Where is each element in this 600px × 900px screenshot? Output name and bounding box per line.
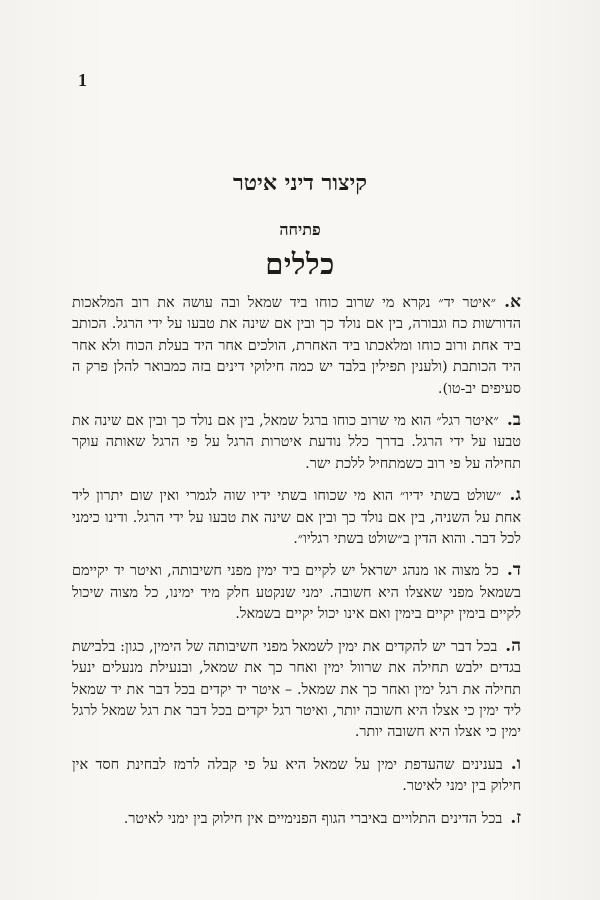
paragraph-marker: ז.: [510, 807, 521, 828]
paragraph-text: ״איטר רגל״ הוא מי שרוב כוחו ברגל שמאל, בין אם נולד כך ובין אם שינה את טבעו על ידי הרגל. בדרך כלל נודעת איטרות הרגל על פי הרגל שאותה עוקר תחילה על פי רוב כשמתחיל ללכת ישר.: [72, 413, 521, 472]
paragraph-dalet: [72, 560, 521, 625]
section-title: כללים: [265, 247, 335, 281]
paragraph-text: בכל דבר יש להקדים את ימין לשמאל מפני חשיבותה של הימין, כגון: בלבישת בגדים ילבש תחילה את שרוול ימין ואחר כך את שמאל, ובנעילת מנעלים ינעל תחילה את רגל ימין ואחר כך את שמאל. – איטר יד יקדים בכל דבר את יד שמאל ליד ימין כי אצלו היא חשובה יותר, ואיטר רגל יקדים בכל דבר את רגל שמאל לרגל ימין כי אצלו היא חשובה יותר.: [72, 638, 521, 741]
paragraph-gimel: [72, 485, 521, 550]
paragraph-marker: ב.: [506, 410, 521, 431]
paragraph-zayin: [72, 808, 521, 830]
paragraph-marker: ג.: [509, 485, 521, 506]
chapter-subtitle: פתיחה: [279, 220, 321, 239]
paragraph-marker: ו.: [510, 753, 521, 774]
paragraph-marker: ד.: [506, 560, 521, 581]
paragraph-text: בענינים שהעדפת ימין על שמאל היא על פי קבלה לרמז לבחינת חסד אין חילוק בין ימני לאיטר.: [72, 756, 521, 795]
paragraph-he: [72, 636, 521, 744]
book-title: קיצור דיני איטר: [232, 170, 368, 196]
paragraph-text: כל מצוה או מנהג ישראל יש לקיים ביד ימין מפני חשיבותה, ואיטר יד יקיימם בשמאל מפני שאצלו היא חשובה. ימני שנקטע חלק מיד ימינו, כל מצוה שיכול לקיים בימין יקיים בימין ואם אינו יכול יקיים בשמאל.: [72, 563, 521, 623]
paragraph-text: ״איטר יד״ נקרא מי שרוב כוחו ביד שמאל ובה עושה את רוב המלאכות הדורשות כח וגבורה, בין אם נולד כך ובין אם שינה את טבעו על ידי הרגל. הכותב ביד אחת ורוב כוחו ומלאכתו ביד האחרת, הולכים אחר היד בעלת הכוח ולא אחר היד הכותבת (ולענין תפילין בלבד יש כמה חילוקי דינים בזה כמבואר להלן פרק ה סעיפים יב-טו).: [72, 295, 521, 397]
paragraph-bet: [72, 410, 521, 475]
paragraph-aleph: [72, 292, 521, 400]
paragraph-marker: א.: [504, 292, 521, 312]
paragraph-text: ״שולט בשתי ידיו״ הוא מי שכוחו בשתי ידיו שוה לגמרי ואין שום יתרון ליד אחת על השניה, בין אם נולד כך ובין אם שינה את טבעו על ידי הרגל. ודינו כימני לכל דבר. והוא הדין ב״שולט בשתי רגליו״.: [72, 488, 521, 548]
paragraph-text: בכל הדינים התלויים באיברי הגוף הפנימיים אין חילוק בין ימני לאיטר.: [123, 810, 503, 827]
page-number: 1: [78, 70, 87, 90]
body-text: [72, 292, 521, 840]
paragraph-vav: [72, 754, 521, 798]
paragraph-marker: ה.: [505, 635, 521, 656]
